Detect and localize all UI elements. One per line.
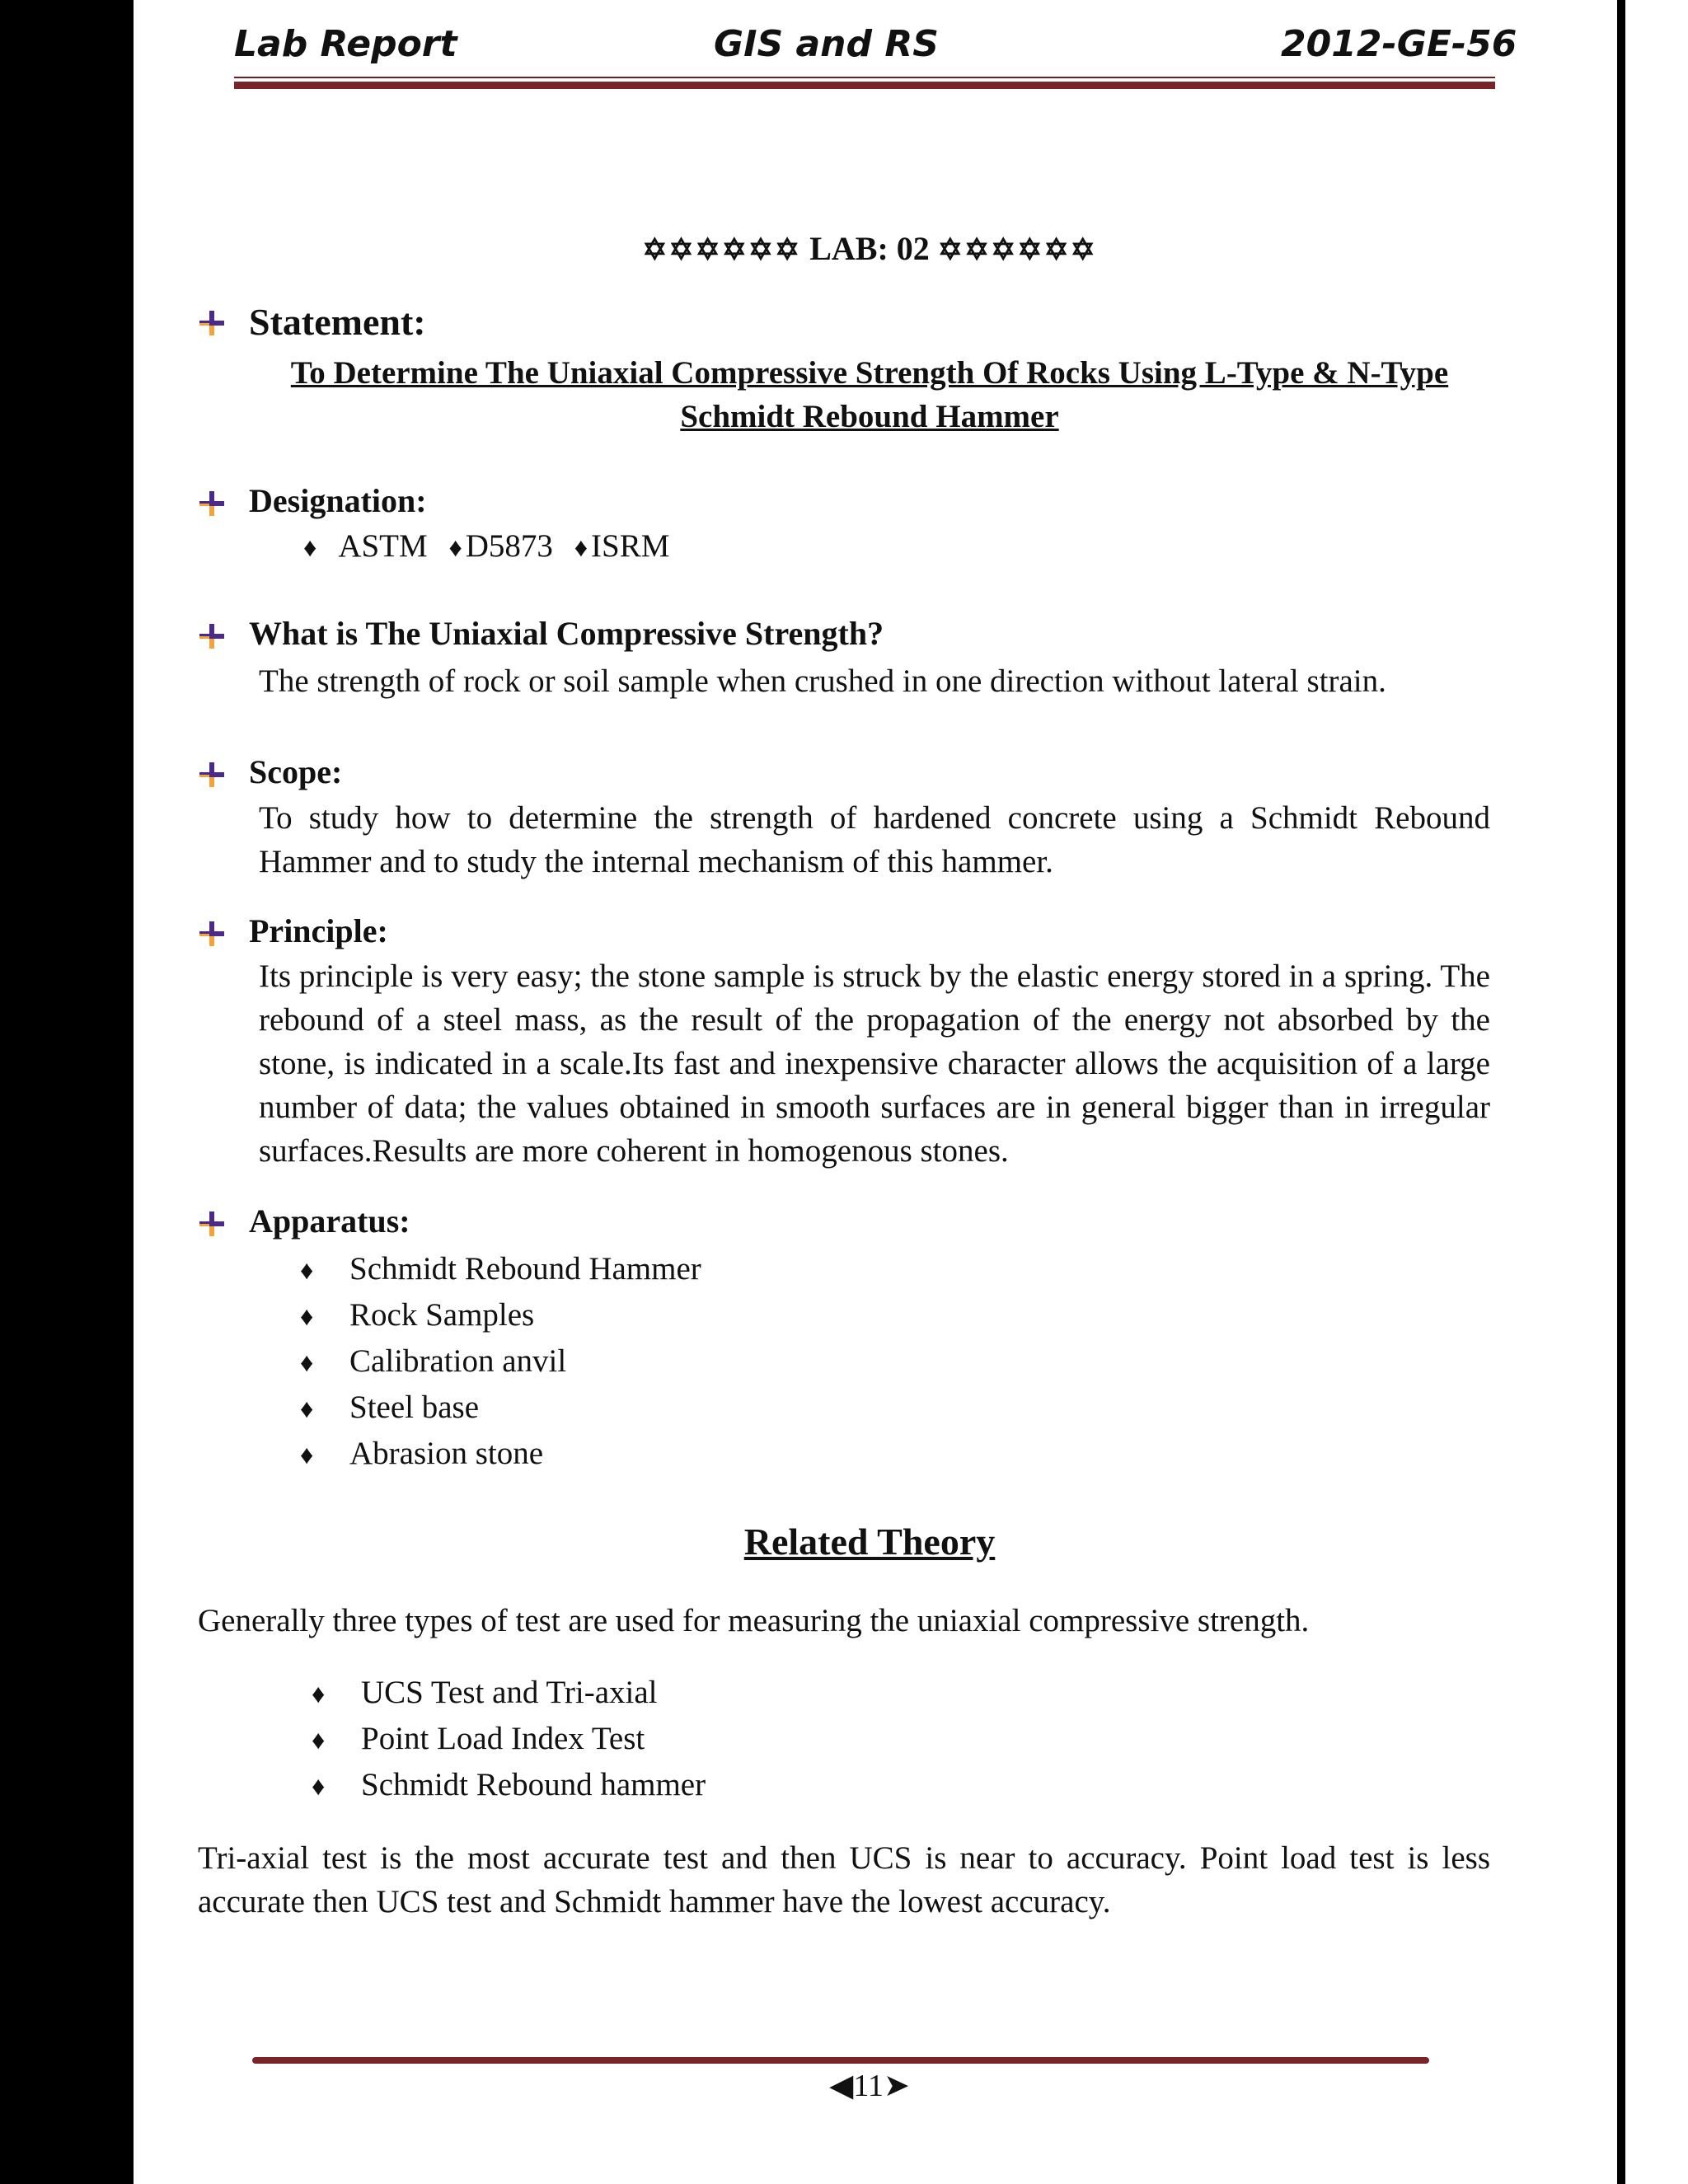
list-item xyxy=(312,1762,706,1808)
lab-title-text: LAB: 02 xyxy=(809,230,930,267)
page-number-text: 11 xyxy=(853,2069,884,2103)
diamond-bullet-icon: ♦ xyxy=(300,1440,314,1469)
page-edge xyxy=(1617,0,1625,2184)
statement-subtitle xyxy=(247,351,1492,438)
related-theory-conclusion: Tri-axial test is the most accurate test and then UCS is near to accuracy. Point load test is less accurate then UCS test and Schmidt hammer have the lowest accuracy. xyxy=(198,1840,1490,1919)
diamond-bullet-icon: ♦ xyxy=(303,532,317,562)
diamond-bullet-icon: ♦ xyxy=(300,1347,314,1377)
designation-items xyxy=(303,527,669,565)
test-types-list xyxy=(312,1670,706,1808)
principle-text: Its principle is very easy; the stone sample is struck by the elastic energy stored in a spring. The rebound of a steel mass, as the result of the propagation of the energy not absorbed by the stone, is indicated in a scale.Its fast and inexpensive character allows the acquisition of a large number of data; the values obtained in smooth surfaces are in general bigger than in irregular surfaces.Results are more coherent in homogenous stones. xyxy=(259,958,1490,1169)
list-item xyxy=(312,1670,706,1716)
plus-bullet-icon xyxy=(198,309,226,337)
plus-bullet-icon xyxy=(198,622,226,650)
plus-bullet-icon xyxy=(198,1210,226,1238)
apparatus-item: Steel base xyxy=(349,1390,480,1425)
plus-bullet-icon xyxy=(198,920,226,948)
designation-heading: Designation: xyxy=(249,482,427,519)
statement-heading: Statement: xyxy=(249,301,426,343)
designation-item: ASTM xyxy=(338,528,428,564)
related-theory-intro: Generally three types of test are used for measuring the uniaxial compressive strength. xyxy=(198,1603,1310,1638)
diamond-bullet-icon: ♦ xyxy=(300,1394,314,1423)
header-rule-thin xyxy=(234,77,1495,78)
diamond-bullet-icon: ♦ xyxy=(312,1725,326,1755)
page-number xyxy=(0,2067,1688,2104)
list-item xyxy=(300,1292,701,1338)
test-type-item: Point Load Index Test xyxy=(361,1721,645,1756)
diamond-bullet-icon: ♦ xyxy=(300,1255,314,1285)
list-item xyxy=(300,1385,701,1431)
page-margin-right xyxy=(1617,0,1688,2184)
arrow-right-icon: ➤ xyxy=(883,2069,910,2103)
diamond-bullet-icon: ♦ xyxy=(312,1771,326,1801)
apparatus-heading: Apparatus: xyxy=(249,1202,410,1240)
designation-item: ISRM xyxy=(591,528,670,564)
diamond-bullet-icon: ♦ xyxy=(574,532,588,562)
header-rule-thick xyxy=(234,82,1495,89)
related-theory-heading: Related Theory xyxy=(743,1521,996,1563)
apparatus-list xyxy=(300,1246,701,1477)
diamond-bullet-icon: ♦ xyxy=(300,1301,314,1331)
apparatus-item: Calibration anvil xyxy=(349,1343,567,1379)
list-item xyxy=(300,1246,701,1292)
stars-left: ✡✡✡✡✡✡ xyxy=(642,233,802,266)
test-type-item: UCS Test and Tri-axial xyxy=(361,1675,658,1710)
apparatus-item: Rock Samples xyxy=(349,1297,535,1333)
footer-rule xyxy=(252,2057,1429,2064)
plus-bullet-icon xyxy=(198,490,226,518)
lab-title xyxy=(0,229,1688,268)
plus-bullet-icon xyxy=(198,761,226,789)
statement-subtitle-line1: To Determine The Uniaxial Compressive Strength Of Rocks Using L-Type & N-Type xyxy=(290,355,1449,391)
stars-right: ✡✡✡✡✡✡ xyxy=(937,233,1097,266)
arrow-left-icon: ◀ xyxy=(829,2069,854,2103)
diamond-bullet-icon: ♦ xyxy=(448,532,462,562)
statement-subtitle-line2: Schmidt Rebound Hammer xyxy=(680,399,1059,434)
header-left: Lab Report xyxy=(234,23,457,65)
scope-heading: Scope: xyxy=(249,753,343,790)
header-right: 2012-GE-56 xyxy=(1281,23,1517,65)
test-type-item: Schmidt Rebound hammer xyxy=(361,1767,706,1802)
header-center: GIS and RS xyxy=(714,23,939,65)
principle-heading: Principle: xyxy=(249,912,388,949)
what-is-heading: What is The Uniaxial Compressive Strength? xyxy=(249,615,884,652)
diamond-bullet-icon: ♦ xyxy=(312,1679,326,1708)
list-item xyxy=(300,1431,701,1477)
apparatus-item: Schmidt Rebound Hammer xyxy=(349,1251,701,1286)
scope-text: To study how to determine the strength of hardened concrete using a Schmidt Rebound Hammer and to study the internal mechanism of this hammer. xyxy=(259,800,1490,879)
list-item xyxy=(312,1716,706,1762)
what-is-text: The strength of rock or soil sample when crushed in one direction without lateral strain. xyxy=(259,663,1386,699)
list-item xyxy=(300,1338,701,1385)
apparatus-item: Abrasion stone xyxy=(349,1436,544,1471)
designation-item: D5873 xyxy=(465,528,553,564)
